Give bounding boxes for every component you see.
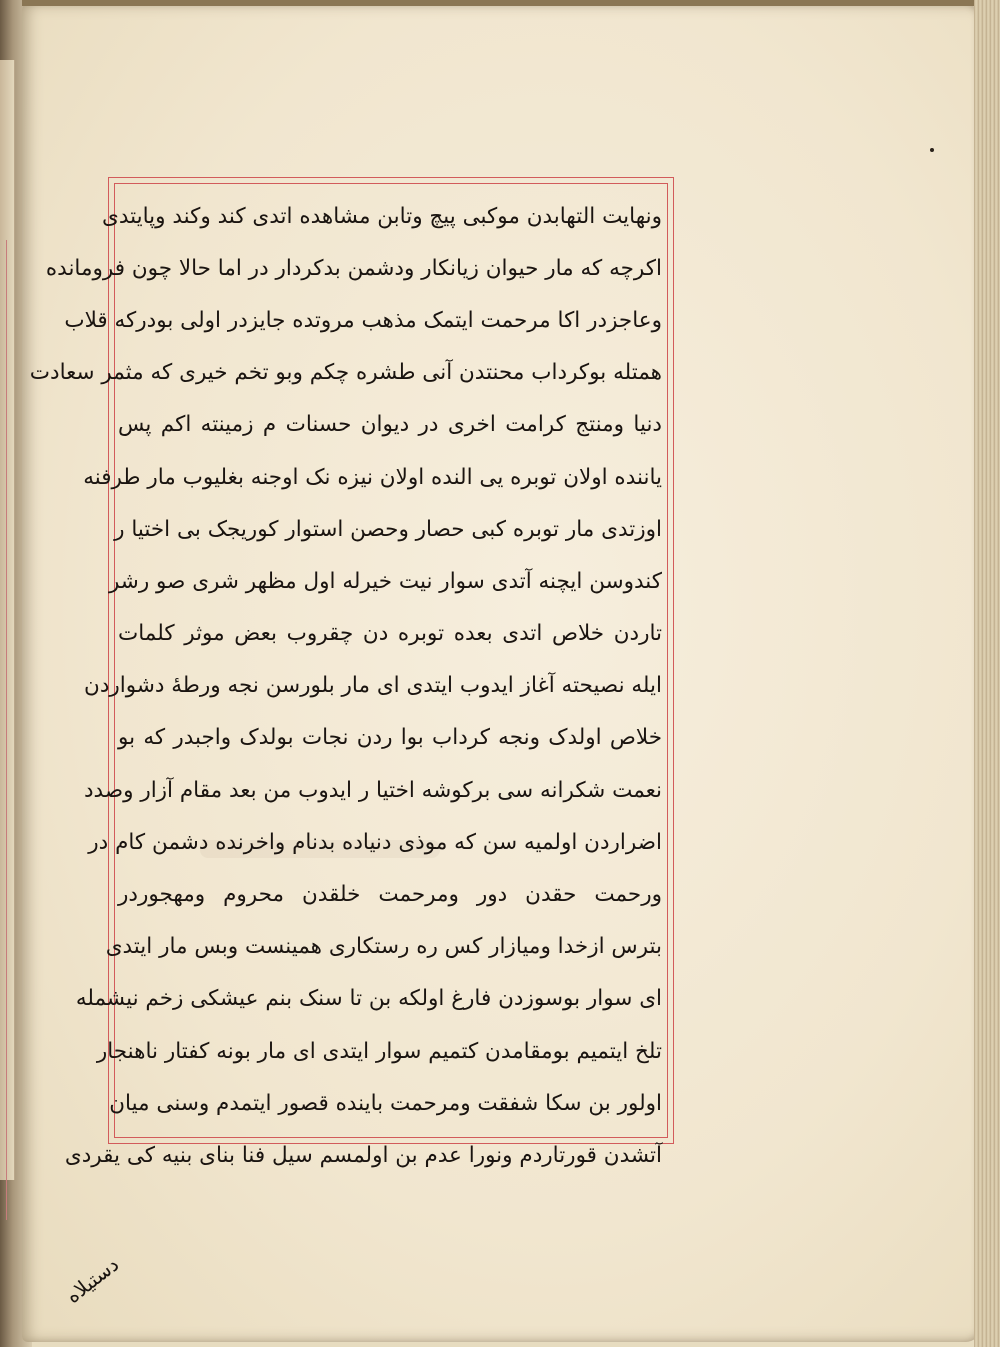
text-line: وعاجزدر اکا مرحمت ایتمک مذهب مروتده جایزدر اولی بودرکه قلاب (64, 307, 662, 333)
page-stack-edge (974, 0, 1000, 1347)
text-line: ای سوار بوسوزدن فارغ اولکه بن تا سنک بنم عیشکی زخم نیشمله (75, 986, 662, 1012)
top-edge (22, 0, 1000, 6)
text-line: تاردن خلاص اتدی بعده توبره دن چقروب بعض موثر کلمات (118, 621, 662, 647)
text-line: ورحمت حقدن دور ومرحمت خلقدن محروم ومهجوردر (118, 882, 662, 908)
previous-page-rule (6, 240, 7, 1220)
text-line: کندوسن ایچنه آتدی سوار نیت خیرله اول مظهر شری صو رشر (108, 568, 662, 594)
text-block (29, 190, 662, 1168)
catchword: دستیلاه (60, 1252, 124, 1308)
text-line: همتله بوکرداب محنتدن آنی طشره چکم وبو تخم خیری که مثمر سعادت (29, 360, 662, 386)
text-line: دنیا ومنتج کرامت اخری در دیوان حسنات م زمینته اکم پس (118, 412, 662, 438)
text-line: اوزتدی مار توبره کبی حصار وحصن استوار کوریجک بی اختیا ر (114, 516, 662, 542)
text-line: ونهایت التهابدن موکبی پیچ وتابن مشاهده اتدی کند وکند وپایتدی (102, 203, 662, 229)
text-line: یاننده اولان توبره یی النده اولان نیزه نک اوجنه بغلیوب مار طرفنه (83, 464, 662, 490)
text-line: ایله نصیحته آغاز ایدوب ایتدی ای مار بلورسن نجه ورطهٔ دشواردن (84, 673, 662, 699)
text-line: بترس ازخدا ومیازار کس ره رستکاری همینست وبس مار ایتدی (105, 934, 662, 960)
ink-dot (930, 148, 934, 152)
text-line: خلاص اولدک ونجه کرداب بوا ردن نجات بولدک واجبدر که بو (118, 725, 662, 751)
text-line: آتشدن قورتاردم ونورا عدم بن اولمسم سیل فنا بنای بنیه کی یقردی (64, 1142, 662, 1168)
text-line: نعمت شکرانه سی برکوشه اختیا ر ایدوب من بعد مقام آزار وصدد (83, 777, 662, 803)
text-line: اولور بن سکا شفقت ومرحمت باینده قصور ایتمدم وسنی میان (109, 1090, 662, 1116)
text-line: اضراردن اولمیه سن که موذی دنیاده بدنام واخرنده دشمن کام در (88, 829, 662, 855)
text-line: اکرچه که مار حیوان زیانکار ودشمن بدکردار در اما حالا چون فرومانده (45, 255, 662, 281)
previous-page-edge (0, 60, 15, 1180)
text-line: تلخ ایتمیم بومقامدن کتمیم سوار ایتدی ای مار بونه کفتار ناهنجار (96, 1038, 662, 1064)
